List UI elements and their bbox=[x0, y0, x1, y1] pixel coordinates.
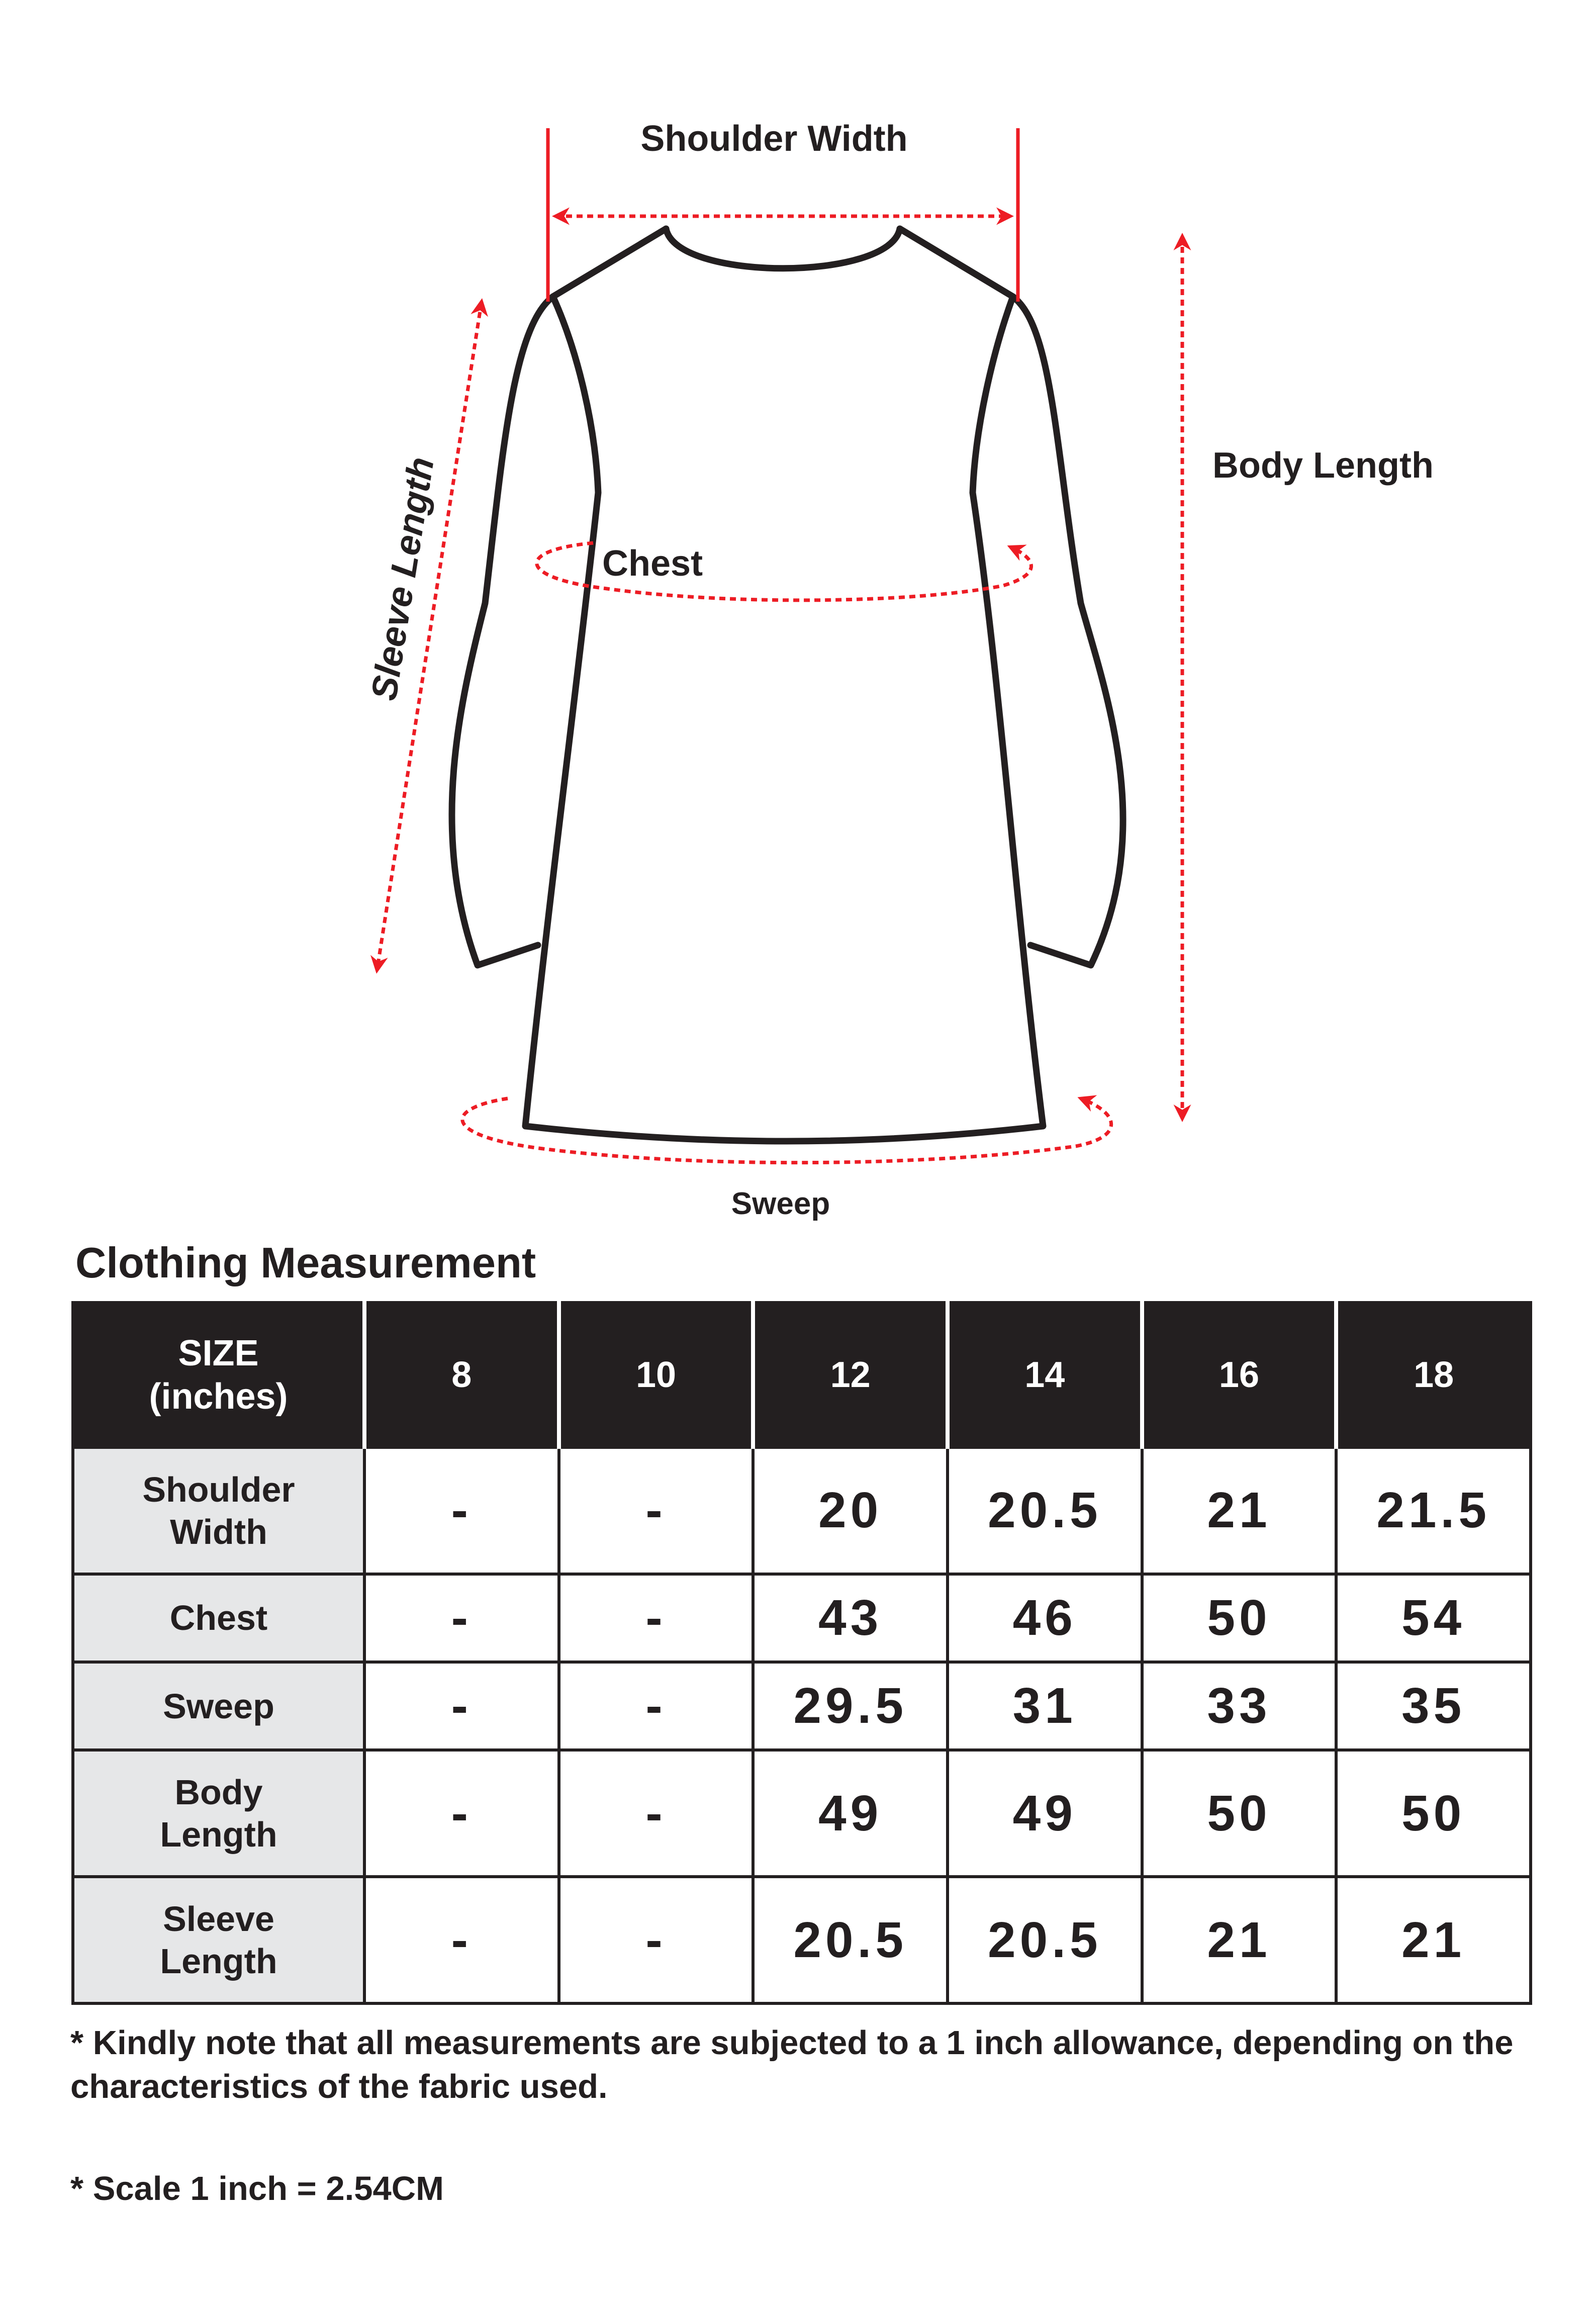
shoulder-width-measure bbox=[548, 119, 1018, 302]
table-cell: - bbox=[364, 1574, 559, 1662]
row-label: Chest bbox=[73, 1574, 364, 1662]
table-cell: 43 bbox=[753, 1574, 948, 1662]
sweep-label: Sweep bbox=[731, 1186, 830, 1221]
table-cell: - bbox=[364, 1447, 559, 1574]
table-row bbox=[73, 1574, 1531, 1662]
sleeve-length-measure bbox=[364, 302, 482, 970]
table-cell: 50 bbox=[1336, 1750, 1531, 1877]
table-cell: - bbox=[364, 1750, 559, 1877]
table-cell: 35 bbox=[1336, 1662, 1531, 1750]
size-16-header: 16 bbox=[1142, 1303, 1337, 1447]
size-10-header: 10 bbox=[559, 1303, 754, 1447]
size-chart-table bbox=[71, 1301, 1532, 2005]
table-cell: 21 bbox=[1142, 1877, 1337, 2003]
row-label: Shoulder Width bbox=[73, 1447, 364, 1574]
size-8-header: 8 bbox=[364, 1303, 559, 1447]
table-cell: - bbox=[364, 1877, 559, 2003]
table-cell: 20.5 bbox=[948, 1447, 1142, 1574]
neckline bbox=[666, 229, 900, 268]
dress-body bbox=[525, 229, 1043, 1141]
table-cell: 46 bbox=[948, 1574, 1142, 1662]
table-title: Clothing Measurement bbox=[75, 1239, 536, 1287]
right-sleeve bbox=[1013, 297, 1123, 965]
table-header-row bbox=[73, 1303, 1531, 1447]
table-row bbox=[73, 1750, 1531, 1877]
table-row bbox=[73, 1662, 1531, 1750]
scale-note: * Scale 1 inch = 2.54CM bbox=[70, 2170, 444, 2207]
table-cell: 33 bbox=[1142, 1662, 1337, 1750]
table-cell: - bbox=[559, 1447, 754, 1574]
row-label: Sweep bbox=[73, 1662, 364, 1750]
row-label: Body Length bbox=[73, 1750, 364, 1877]
table-cell: 49 bbox=[753, 1750, 948, 1877]
table-cell: - bbox=[559, 1662, 754, 1750]
table-cell: - bbox=[364, 1662, 559, 1750]
table-cell: 21 bbox=[1142, 1447, 1337, 1574]
table-cell: - bbox=[559, 1877, 754, 2003]
table-cell: 20 bbox=[753, 1447, 948, 1574]
allowance-note: * Kindly note that all measurements are subjected to a 1 inch allowance, depending on the characteristics of the fabric used. bbox=[70, 2024, 1514, 2106]
size-18-header: 18 bbox=[1336, 1303, 1531, 1447]
table-cell: 20.5 bbox=[948, 1877, 1142, 2003]
table-cell: 50 bbox=[1142, 1574, 1337, 1662]
size-label: SIZE bbox=[178, 1333, 259, 1373]
table-row bbox=[73, 1447, 1531, 1574]
sweep-measure bbox=[462, 1098, 1111, 1221]
row-label: Sleeve Length bbox=[73, 1877, 364, 2003]
body-length-label: Body Length bbox=[1212, 445, 1434, 486]
table-cell: - bbox=[559, 1574, 754, 1662]
table-cell: 50 bbox=[1142, 1750, 1337, 1877]
table-cell: 29.5 bbox=[753, 1662, 948, 1750]
table-cell: 21 bbox=[1336, 1877, 1531, 2003]
table-cell: - bbox=[559, 1750, 754, 1877]
table-cell: 31 bbox=[948, 1662, 1142, 1750]
table-cell: 20.5 bbox=[753, 1877, 948, 2003]
sleeve-length-label: Sleeve Length bbox=[363, 454, 442, 703]
shoulder-width-label: Shoulder Width bbox=[640, 119, 908, 159]
body-length-measure bbox=[1182, 236, 1434, 1119]
table-cell: 49 bbox=[948, 1750, 1142, 1877]
chest-label: Chest bbox=[602, 543, 703, 584]
dress-outline bbox=[452, 229, 1123, 1141]
unit-label: (inches) bbox=[149, 1376, 288, 1417]
table-row bbox=[73, 1877, 1531, 2003]
size-column-header bbox=[73, 1303, 364, 1447]
chest-measure bbox=[537, 543, 1031, 600]
table-cell: 54 bbox=[1336, 1574, 1531, 1662]
size-12-header: 12 bbox=[753, 1303, 948, 1447]
size-14-header: 14 bbox=[948, 1303, 1142, 1447]
table-cell: 21.5 bbox=[1336, 1447, 1531, 1574]
